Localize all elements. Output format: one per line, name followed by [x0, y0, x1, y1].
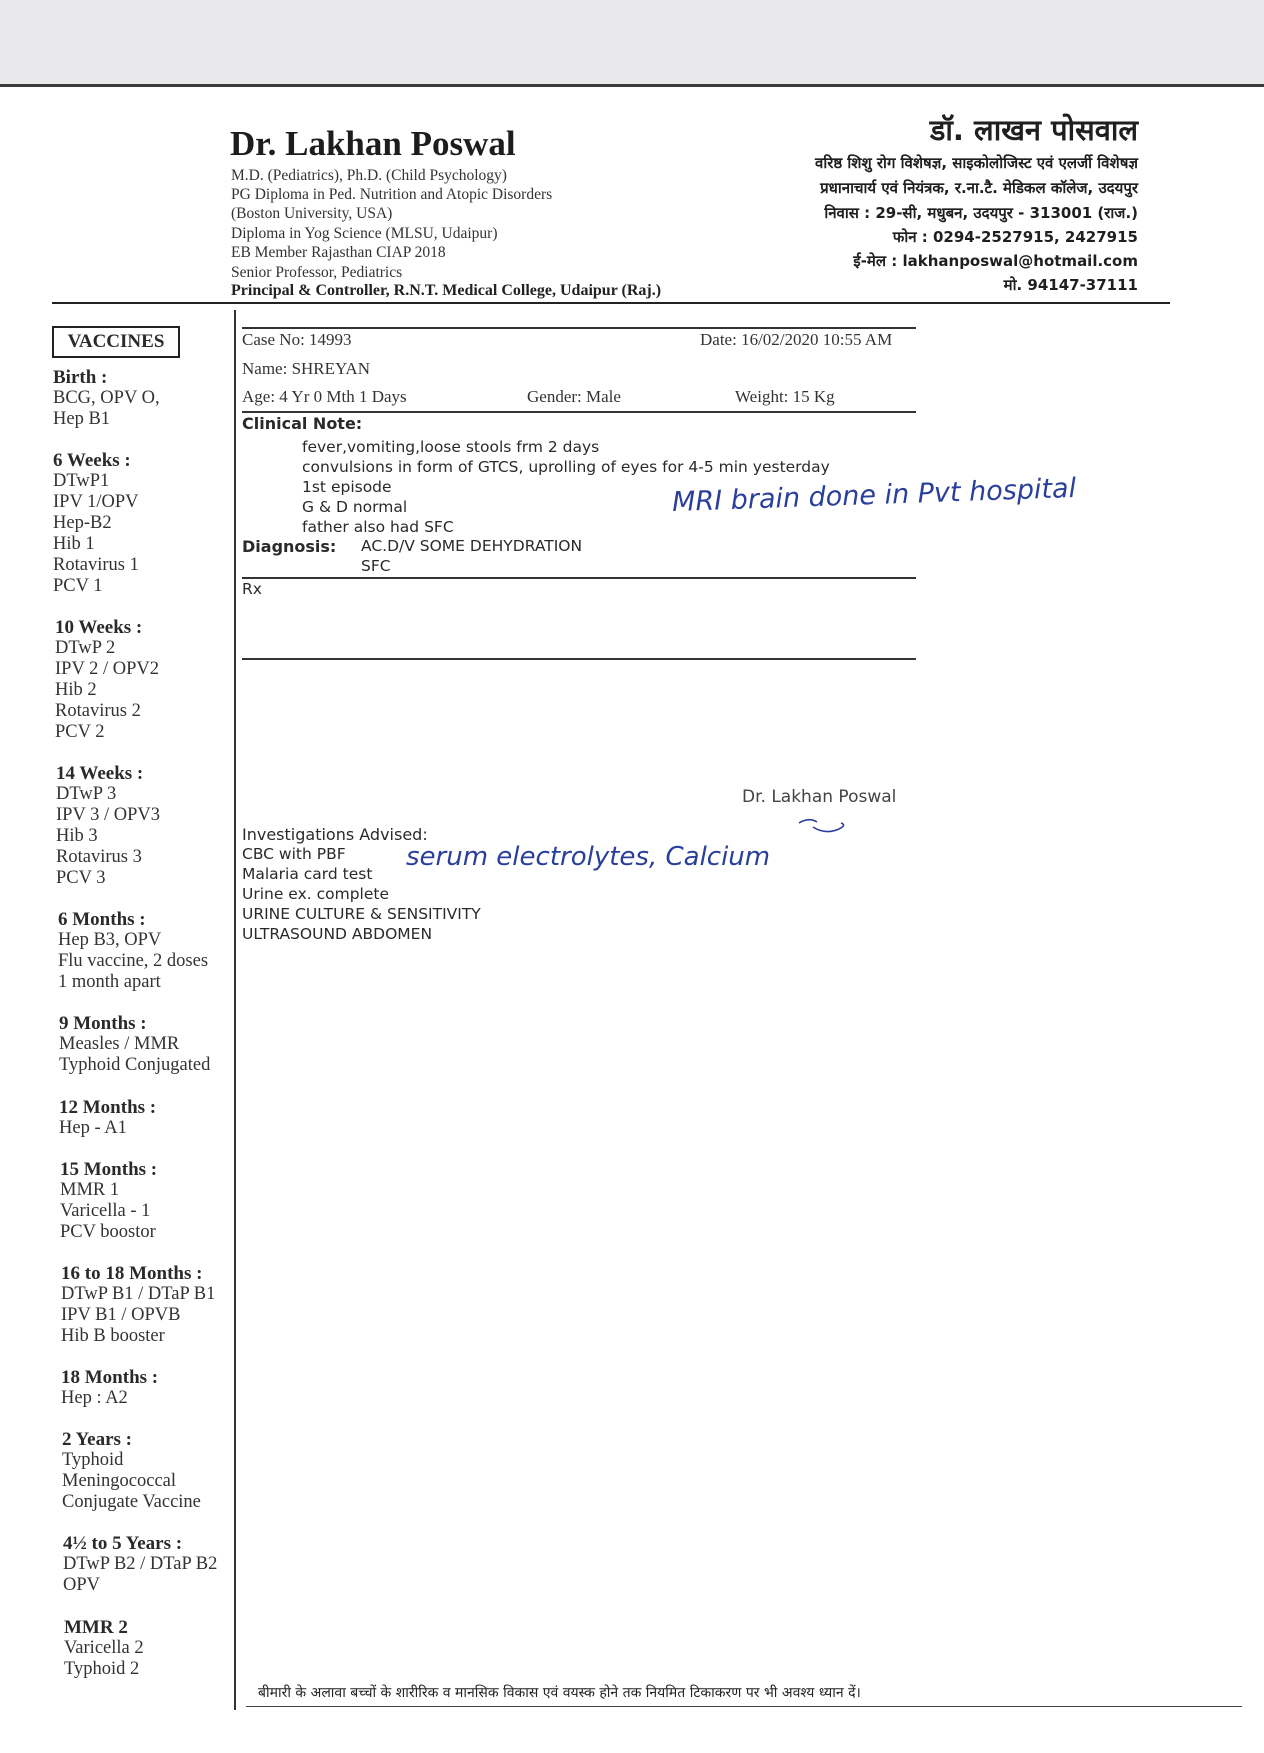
vaccine-item: MMR 1: [60, 1180, 120, 1200]
vaccine-group: [64, 1617, 254, 1680]
vaccine-group-heading: 18 Months :: [61, 1367, 159, 1388]
doctor-name: Dr. Lakhan Poswal: [230, 124, 516, 163]
vaccine-group-heading: 12 Months :: [59, 1097, 157, 1118]
investigations-label: Investigations Advised:: [242, 825, 428, 844]
investigation-item: ULTRASOUND ABDOMEN: [242, 925, 433, 943]
case-number: Case No: 14993: [242, 330, 352, 349]
vaccine-item: PCV 1: [53, 576, 103, 596]
qualification-line: (Boston University, USA): [231, 205, 393, 222]
vaccine-item: PCV 2: [55, 722, 105, 742]
footer-advice: बीमारी के अलावा बच्चों के शारीरिक व मानसिक विकास एवं वयस्क होने तक नियमित टिकाकरण पर भी अवश्य ध्यान दें।: [258, 1685, 861, 1701]
qualification-line: PG Diploma in Ped. Nutrition and Atopic Disorders: [231, 186, 553, 203]
vaccine-item: Hep - A1: [59, 1118, 127, 1138]
vaccine-item: Meningococcal: [62, 1471, 177, 1491]
diagnosis-line: SFC: [361, 557, 391, 575]
hindi-email: ई-मेल : lakhanposwal@hotmail.com: [853, 252, 1138, 270]
investigation-item: Malaria card test: [242, 865, 373, 883]
vaccine-item: IPV B1 / OPVB: [61, 1305, 181, 1325]
vaccine-item: Typhoid: [62, 1450, 124, 1470]
handwritten-clinical-note: MRI brain done in Pvt hospital: [671, 472, 1077, 519]
case-top-rule: [242, 327, 916, 329]
vaccine-item: IPV 2 / OPV2: [55, 659, 159, 679]
patient-age: Age: 4 Yr 0 Mth 1 Days: [242, 387, 407, 406]
vaccine-item: Hib 2: [55, 680, 97, 700]
vaccine-item: IPV 3 / OPV3: [56, 805, 160, 825]
vaccine-item: DTwP 3: [56, 784, 117, 804]
clinical-note-line: G & D normal: [302, 498, 408, 516]
vaccines-title: VACCINES: [52, 326, 180, 358]
vaccine-item: PCV 3: [56, 868, 106, 888]
rx-label: Rx: [242, 580, 262, 598]
vaccine-item: Rotavirus 1: [53, 555, 139, 575]
vaccine-group: [62, 1429, 252, 1513]
qualification-line: Senior Professor, Pediatrics: [231, 264, 403, 281]
vaccine-item: PCV boostor: [60, 1222, 156, 1242]
vaccine-group-heading: 14 Weeks :: [56, 763, 144, 784]
vaccine-item: OPV: [63, 1575, 101, 1595]
vaccine-group: [53, 450, 243, 597]
vaccine-item: DTwP1: [53, 471, 110, 491]
diagnosis-label: Diagnosis:: [242, 537, 337, 556]
vaccine-group: [56, 763, 246, 889]
vaccine-group: [61, 1367, 251, 1409]
case-details-rule: [242, 411, 916, 413]
visit-date: Date: 16/02/2020 10:55 AM: [700, 330, 893, 349]
investigation-item: Urine ex. complete: [242, 885, 390, 903]
vaccine-item: Hep : A2: [61, 1388, 128, 1408]
vaccine-item: IPV 1/OPV: [53, 492, 139, 512]
vaccine-group-heading: 16 to 18 Months :: [61, 1263, 203, 1284]
vaccine-item: Hib B booster: [61, 1326, 165, 1346]
vaccine-item: Hib 1: [53, 534, 95, 554]
vaccine-item: Rotavirus 2: [55, 701, 141, 721]
vaccine-group-heading: MMR 2: [64, 1617, 128, 1638]
vaccine-item: Typhoid Conjugated: [59, 1055, 211, 1075]
vaccine-item: Hep B1: [53, 409, 111, 429]
vaccine-group: [60, 1159, 250, 1243]
vaccine-group: [61, 1263, 237, 1347]
vaccine-group-heading: 6 Weeks :: [53, 450, 131, 471]
vaccine-group: [53, 367, 243, 430]
vaccine-group: [59, 1097, 249, 1139]
vaccine-group-heading: 15 Months :: [60, 1159, 158, 1180]
vaccine-item: Measles / MMR: [59, 1034, 180, 1054]
vaccine-item: DTwP B1 / DTaP B1: [61, 1284, 216, 1304]
vaccine-group-heading: 9 Months :: [59, 1013, 147, 1034]
qualification-line: EB Member Rajasthan CIAP 2018: [231, 244, 446, 261]
vaccine-item: Varicella - 1: [60, 1201, 151, 1221]
vaccine-item: Varicella 2: [64, 1638, 144, 1658]
hindi-phone: फोन : 0294-2527915, 2427915: [892, 228, 1138, 246]
vaccine-item: Flu vaccine, 2 doses: [58, 951, 209, 971]
scan-top-band: [0, 0, 1264, 84]
scan-top-edge: [0, 84, 1264, 87]
vaccine-group-heading: 4½ to 5 Years :: [63, 1533, 183, 1554]
signature-scribble-icon: [795, 815, 855, 839]
rx-rule: [242, 658, 916, 660]
hindi-mobile: मो. 94147-37111: [1003, 276, 1138, 294]
qualification-line: M.D. (Pediatrics), Ph.D. (Child Psychology): [231, 167, 507, 184]
hindi-doctor-name: डॉ. लाखन पोसवाल: [929, 113, 1138, 147]
diagnosis-line: AC.D/V SOME DEHYDRATION: [361, 537, 583, 555]
vaccine-group-heading: 10 Weeks :: [55, 617, 143, 638]
handwritten-investigations: serum electrolytes, Calcium: [406, 842, 771, 872]
header-divider: [52, 302, 1170, 304]
designation-line: Principal & Controller, R.N.T. Medical College, Udaipur (Raj.): [231, 282, 662, 299]
footer-rule: [246, 1706, 1242, 1707]
vaccine-item: Hep B3, OPV: [58, 930, 162, 950]
clinical-note-line: fever,vomiting,loose stools frm 2 days: [302, 438, 600, 456]
hindi-line: प्रधानाचार्य एवं नियंत्रक, र.ना.टै. मेडिकल कॉलेज, उदयपुर: [820, 179, 1138, 197]
vaccine-item: Conjugate Vaccine: [62, 1492, 201, 1512]
vaccine-item: DTwP B2 / DTaP B2: [63, 1554, 218, 1574]
diagnosis-rule: [242, 577, 916, 579]
hindi-line: वरिष्ठ शिशु रोग विशेषज्ञ, साइकोलोजिस्ट एवं एलर्जी विशेषज्ञ: [815, 154, 1138, 172]
vaccine-item: 1 month apart: [58, 972, 161, 992]
signature-name: Dr. Lakhan Poswal: [742, 787, 897, 807]
clinical-note-line: 1st episode: [302, 478, 392, 496]
patient-weight: Weight: 15 Kg: [735, 387, 835, 406]
vaccine-item: Hib 3: [56, 826, 98, 846]
vaccine-group-heading: 6 Months :: [58, 909, 146, 930]
patient-gender: Gender: Male: [527, 387, 621, 406]
vaccine-group: [58, 909, 248, 993]
vaccine-group: [55, 617, 245, 743]
clinical-note-line: father also had SFC: [302, 518, 454, 536]
vaccine-item: BCG, OPV O,: [53, 388, 160, 408]
vaccine-item: Typhoid 2: [64, 1659, 140, 1679]
vaccine-item: Hep-B2: [53, 513, 112, 533]
vaccine-group-heading: Birth :: [53, 367, 108, 388]
investigation-item: CBC with PBF: [242, 845, 346, 863]
vaccine-item: DTwP 2: [55, 638, 116, 658]
clinical-note-label: Clinical Note:: [242, 414, 363, 433]
investigation-item: URINE CULTURE & SENSITIVITY: [242, 905, 481, 923]
hindi-address: निवास : 29-सी, मधुबन, उदयपुर - 313001 (राज.): [824, 204, 1138, 222]
vaccine-group-heading: 2 Years :: [62, 1429, 132, 1450]
qualification-line: Diploma in Yog Science (MLSU, Udaipur): [231, 225, 498, 242]
vaccine-item: Rotavirus 3: [56, 847, 142, 867]
vaccine-group: [59, 1013, 249, 1076]
vaccine-group: [63, 1533, 237, 1596]
clinical-note-line: convulsions in form of GTCS, uprolling of eyes for 4-5 min yesterday: [302, 458, 830, 476]
patient-name: Name: SHREYAN: [242, 359, 370, 378]
